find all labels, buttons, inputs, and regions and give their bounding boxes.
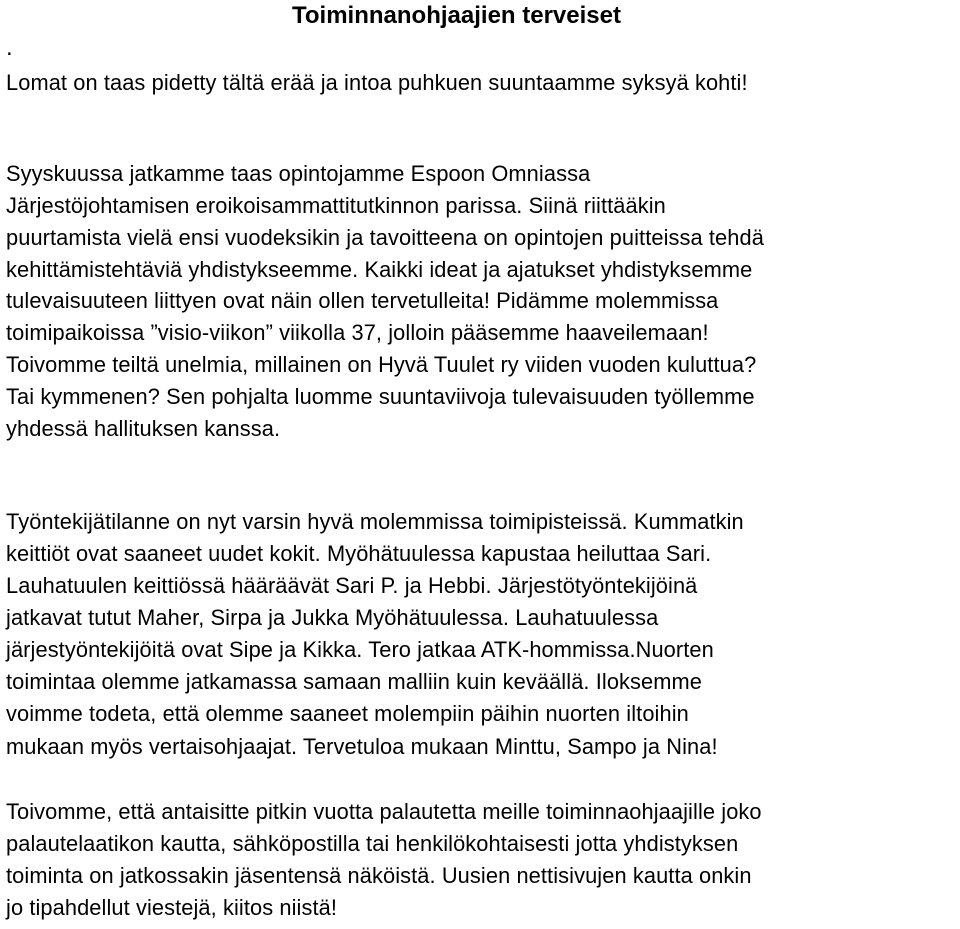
paragraph-3-line-3: Lauhatuulen keittiössä hääräävät Sari P. ja Hebbi. Järjestötyöntekijöinä <box>6 573 698 598</box>
paragraph-2-line-7: Toivomme teiltä unelmia, millainen on Hyvä Tuulet ry viiden vuoden kuluttua? <box>6 352 757 377</box>
paragraph-4-line-3: toiminta on jatkossakin jäsentensä näköistä. Uusien nettisivujen kautta onkin <box>6 863 752 888</box>
paragraph-2-line-5: tulevaisuuteen liittyen ovat näin ollen tervetulleita! Pidämme molemmissa <box>6 288 719 313</box>
paragraph-3-line-5: järjestyöntekijöitä ovat Sipe ja Kikka. Tero jatkaa ATK-hommissa.Nuorten <box>6 637 714 662</box>
paragraph-1-line-1: Lomat on taas pidetty tältä erää ja intoa puhkuen suuntaamme syksyä kohti! <box>6 70 748 95</box>
paragraph-4-line-2: palautelaatikon kautta, sähköpostilla tai henkilökohtaisesti jotta yhdistyksen <box>6 831 739 856</box>
paragraph-4-line-4: jo tipahdellut viestejä, kiitos niistä! <box>6 895 338 920</box>
paragraph-3-line-1: Työntekijätilanne on nyt varsin hyvä molemmissa toimipisteissä. Kummatkin <box>6 509 744 534</box>
paragraph-4-line-1: Toivomme, että antaisitte pitkin vuotta palautetta meille toiminnaohjaajille joko <box>6 799 762 824</box>
paragraph-2-line-1: Syyskuussa jatkamme taas opintojamme Espoon Omniassa <box>6 161 591 186</box>
paragraph-2-line-8: Tai kymmenen? Sen pohjalta luomme suuntaviivoja tulevaisuuden työllemme <box>6 384 755 409</box>
paragraph-3-line-6: toimintaa olemme jatkamassa samaan malliin kuin keväällä. Iloksemme <box>6 669 703 694</box>
paragraph-3-line-8: mukaan myös vertaisohjaajat. Tervetuloa mukaan Minttu, Sampo ja Nina! <box>6 734 718 759</box>
paragraph-3-line-4: jatkavat tutut Maher, Sirpa ja Jukka Myöhätuulessa. Lauhatuulessa <box>6 605 659 630</box>
paragraph-2-line-6: toimipaikoissa ”visio-viikon” viikolla 37, jolloin pääsemme haaveilemaan! <box>6 320 709 345</box>
paragraph-3-line-7: voimme todeta, että olemme saaneet molempiin päihin nuorten iltoihin <box>6 701 689 726</box>
paragraph-2-line-4: kehittämistehtäviä yhdistykseemme. Kaikki ideat ja ajatukset yhdistyksemme <box>6 257 753 282</box>
paragraph-2-line-3: puurtamista vielä ensi vuodeksikin ja tavoitteena on opintojen puitteissa tehdä <box>6 225 764 250</box>
page-title: Toiminnanohjaajien terveiset <box>292 2 621 29</box>
paragraph-2-line-9: yhdessä hallituksen kanssa. <box>6 416 281 441</box>
paragraph-3-line-2: keittiöt ovat saaneet uudet kokit. Myöhätuulessa kapustaa heiluttaa Sari. <box>6 541 712 566</box>
leading-mark: . <box>6 34 13 61</box>
paragraph-2-line-2: Järjestöjohtamisen eroikoisammattitutkinnon parissa. Siinä riittääkin <box>6 193 666 218</box>
